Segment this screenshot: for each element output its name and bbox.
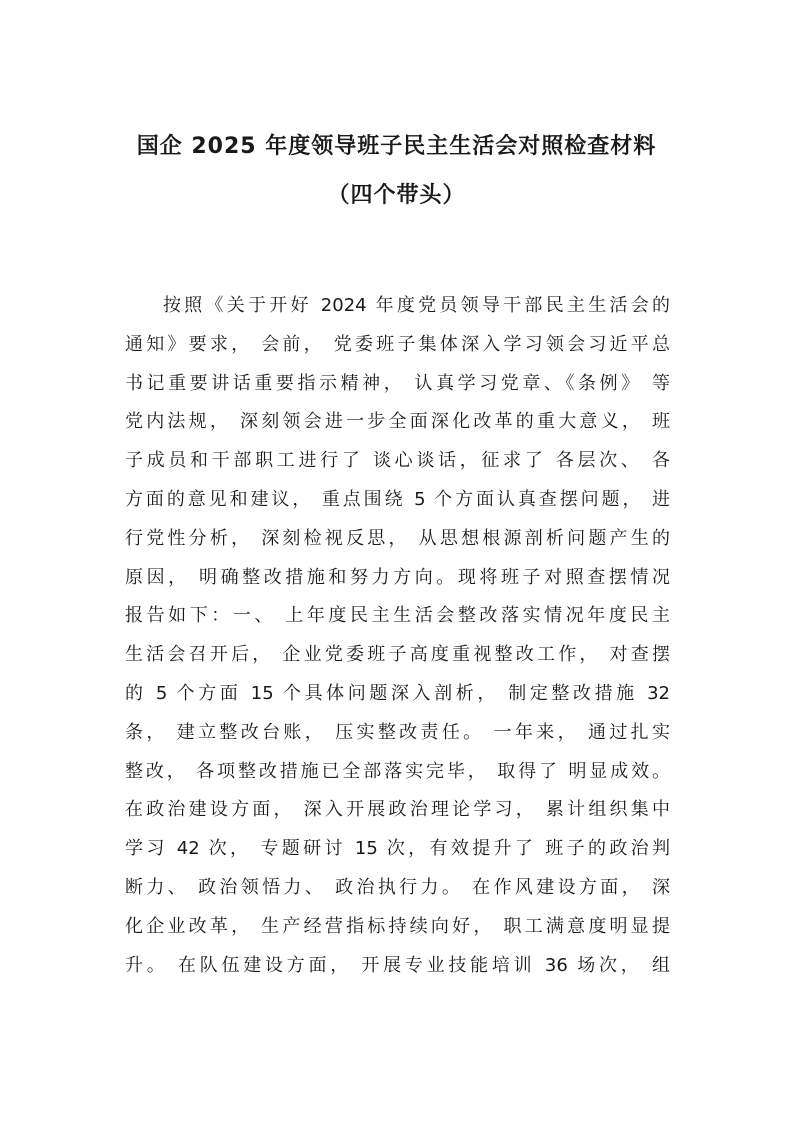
- body-line: 方面的意见和建议， 重点围绕 5 个方面认真查摆问题， 进: [125, 488, 670, 510]
- body-line: 升。 在队伍建设方面， 开展专业技能培训 36 场次， 组: [125, 954, 670, 976]
- body-line: 条， 建立整改台账， 压实整改责任。 一年来， 通过扎实: [125, 721, 670, 743]
- body-line: 子成员和干部职工进行了 谈心谈话，征求了 各层次、 各: [125, 450, 670, 472]
- document-body: [125, 287, 670, 985]
- body-line: 的 5 个方面 15 个具体问题深入剖析， 制定整改措施 32: [125, 682, 670, 704]
- document-title: 国企 2025 年度领导班子民主生活会对照检查材料: [136, 134, 657, 159]
- body-line: 学习 42 次， 专题研讨 15 次，有效提升了 班子的政治判: [125, 838, 670, 860]
- body-line: 书记重要讲话重要指示精神， 认真学习党章、《条例》 等: [125, 372, 670, 394]
- body-line: 报告如下：一、 上年度民主生活会整改落实情况年度民主: [125, 605, 670, 627]
- body-line: 行党性分析， 深刻检视反思， 从思想根源剖析问题产生的: [125, 527, 670, 549]
- body-line: 在政治建设方面， 深入开展政治理论学习， 累计组织集中: [125, 799, 670, 821]
- body-line: 化企业改革， 生产经营指标持续向好， 职工满意度明显提: [125, 915, 670, 937]
- body-line: 原因， 明确整改措施和努力方向。现将班子对照查摆情况: [125, 566, 670, 588]
- body-line: 断力、 政治领悟力、 政治执行力。 在作风建设方面， 深: [125, 876, 670, 898]
- body-line: 整改， 各项整改措施已全部落实完毕， 取得了 明显成效。: [125, 760, 670, 782]
- body-line: 通知》要求， 会前， 党委班子集体深入学习领会习近平总: [125, 333, 670, 355]
- body-line: 党内法规， 深刻领会进一步全面深化改革的重大意义， 班: [125, 411, 670, 433]
- body-line: 按照《关于开好 2024 年度党员领导干部民主生活会的: [163, 295, 670, 316]
- document-subtitle: （四个带头）: [327, 183, 466, 208]
- body-line: 生活会召开后， 企业党委班子高度重视整改工作， 对查摆: [125, 644, 670, 666]
